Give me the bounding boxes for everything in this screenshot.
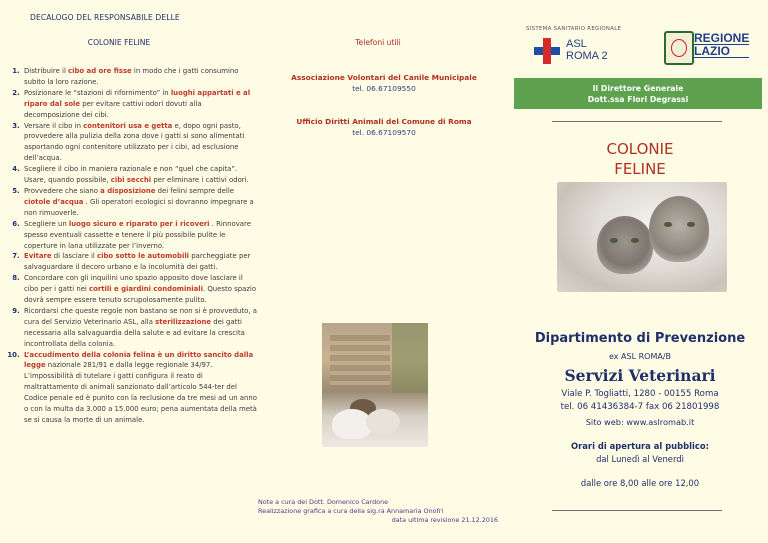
regione-word: REGIONE (694, 31, 750, 45)
rule-text: Scegliere il cibo in maniera razionale e non “quel che capita”. Usare, quando possibile, (24, 165, 238, 185)
rule-item (22, 164, 258, 186)
rule-highlight: cibi secchi (110, 176, 152, 185)
ssr-label: SISTEMA SANITARIO REGIONALE (526, 26, 622, 32)
rule-text: Concordare con gli inquilini uno spazio apposito dove lasciare il cibo per i gatti nei (24, 274, 243, 294)
rule-highlight: contenitori usa e getta (83, 121, 173, 130)
rule-item (22, 273, 258, 306)
rule-item (22, 88, 258, 121)
rule-highlight: L’accudimento della colonia felina è un diritto sancito dalla legge (24, 350, 254, 370)
decalogue-subtitle: COLONIE FELINE (87, 38, 151, 47)
rule-item (22, 251, 258, 273)
phone-fax: tel. 06 41436384-7 fax 06 21801998 (560, 402, 720, 412)
asl-name: ASL (566, 38, 587, 50)
divider (552, 510, 722, 511)
asl-region: ROMA 2 (566, 50, 608, 62)
divider (552, 121, 722, 122)
asl-logo-text (566, 38, 608, 62)
lazio-word: LAZIO (694, 45, 749, 58)
credits-author: Note a cura del Dott. Domenico Cardone (258, 498, 389, 506)
rule-text: Provvedere che siano (24, 186, 101, 195)
regione-lazio-logo-text (694, 32, 749, 58)
rule-highlight: ciotole d’acqua (24, 197, 84, 206)
rule-highlight: luogo sicuro e riparato per i ricoveri (68, 219, 210, 228)
useful-phones-heading: Telefoni utili (355, 38, 401, 47)
rule-text: Scegliere un (24, 219, 69, 228)
rule-highlight: sterilizzazione (155, 317, 212, 326)
rule-text: per evitare cattivi odori dovuti alla decomposizione dei cibi. (24, 99, 202, 119)
asl-cross-logo (534, 38, 560, 64)
rule-text: dei gatti necessaria alla salvaguardia della salute e ad evitare la crescita incontrollata della colonia. (24, 317, 245, 348)
contacts-panel (256, 0, 512, 543)
rule-highlight: a disposizione (100, 186, 156, 195)
rule-text: parcheggiate per salvaguardare il decoro urbano e la incolumità dei gatti. (24, 252, 251, 272)
rule-item (22, 66, 258, 88)
rule-item (22, 186, 258, 219)
rule-text: Versare il cibo in (24, 121, 84, 130)
decalogue-title: DECALOGO DEL RESPONSABILE DELLE (30, 13, 180, 22)
rules-list (4, 66, 258, 426)
credits-graphics: Realizzazione grafica a cura della sig.ra Annamaria Onofri (258, 507, 444, 516)
rule-text: Ricordarsi che queste regole non bastano se non si è provveduto, a cura del Servizio Veterinario ASL, alla (24, 306, 257, 326)
website: Sito web: www.aslromab.it (585, 417, 695, 427)
contact-phone: tel. 06.67109550 (352, 84, 416, 93)
rule-text: in modo che i gatti consumino subito la loro razione. (24, 67, 239, 86)
rule-text: . Gli operatori ecologici si dovranno impegnare a non rimuoverle. (24, 197, 254, 217)
rule-item (22, 350, 258, 426)
cover-panel (512, 0, 768, 543)
cover-title-line1: COLONIE (606, 140, 674, 158)
rule-text: . Questo spazio dovrà sempre essere tenuto scrupolosamente pulito. (24, 285, 257, 305)
hours-days: dal Lunedì al Venerdì (596, 454, 684, 464)
rule-highlight: Evitare (24, 252, 52, 261)
rule-highlight: cibo ad ore fisse (68, 67, 132, 75)
credits-note (258, 498, 498, 526)
regione-lazio-emblem (664, 31, 694, 65)
contact-animal-rights-office (256, 116, 512, 138)
rule-item (22, 306, 258, 350)
rule-highlight: luoghi appartati e al riparo dal sole (24, 88, 251, 108)
contact-block (512, 388, 768, 414)
rule-item (22, 121, 258, 165)
hours-time: dalle ore 8,00 alle ore 12,00 (580, 478, 700, 488)
cats-colony-photo (322, 323, 428, 447)
rule-text: nazionale 281/91 e dalla legge regionale 34/97. L’impossibilità di tutelare i gatti configura il reato di maltrattamento di animali sanzionato dall’articolo 544-ter del Codice penale ed è punito con la reclusione da tre mesi ad un anno o con la multa da 3.000 a 15.000 euro; pena aumentata della metà se si causa la morte di un animale. (24, 361, 257, 424)
director-box (514, 78, 762, 109)
rule-text: Distribuire il (24, 67, 69, 75)
rule-item (22, 219, 258, 252)
rule-text: Posizionare le “stazioni di rifornimento” in (24, 88, 171, 97)
contact-name: Ufficio Diritti Animali del Comune di Roma (296, 117, 472, 126)
department-sub: ex ASL ROMA/B (608, 352, 672, 361)
director-role: Il Direttore Generale (592, 84, 684, 93)
revision-date: data ultima revisione 21.12.2016 (391, 516, 498, 525)
rules-panel (0, 0, 256, 543)
cover-title (512, 139, 768, 179)
hours-title: Orari di apertura al pubblico: (571, 441, 709, 451)
director-name: Dott.ssa Flori Degrassi (587, 95, 689, 104)
rule-text: e, dopo ogni pasto, provvedere alla pulizia della zona dove i gatti si sono alimentati asportando ogni contenitore utilizzato per i cibi, ad esclusione dell’acqua. (24, 121, 245, 163)
cover-title-line2: FELINE (614, 160, 666, 178)
contact-phone: tel. 06.67109570 (352, 128, 416, 137)
rule-text: per eliminare i cattivi odori. (151, 176, 249, 185)
address: Viale P. Togliatti, 1280 - 00155 Roma (561, 389, 719, 399)
rule-highlight: cibo sotto le automobili (97, 252, 190, 261)
rule-highlight: cortili e giardini condominiali (89, 285, 203, 294)
service-name: Servizi Veterinari (564, 366, 716, 385)
contact-name: Associazione Volontari del Canile Municipale (291, 73, 477, 82)
department-name: Dipartimento di Prevenzione (534, 331, 746, 346)
rule-text: di lasciare il (51, 252, 98, 261)
contact-volunteers (256, 72, 512, 94)
kittens-photo (557, 182, 727, 292)
rule-text: . Rinnovare spesso eventuali cassette e tenere il più possibile pulite le coperture in lana utilizzate per l’inverno. (24, 219, 251, 250)
opening-hours (512, 440, 768, 466)
rule-text: dei felini sempre delle (155, 186, 234, 195)
